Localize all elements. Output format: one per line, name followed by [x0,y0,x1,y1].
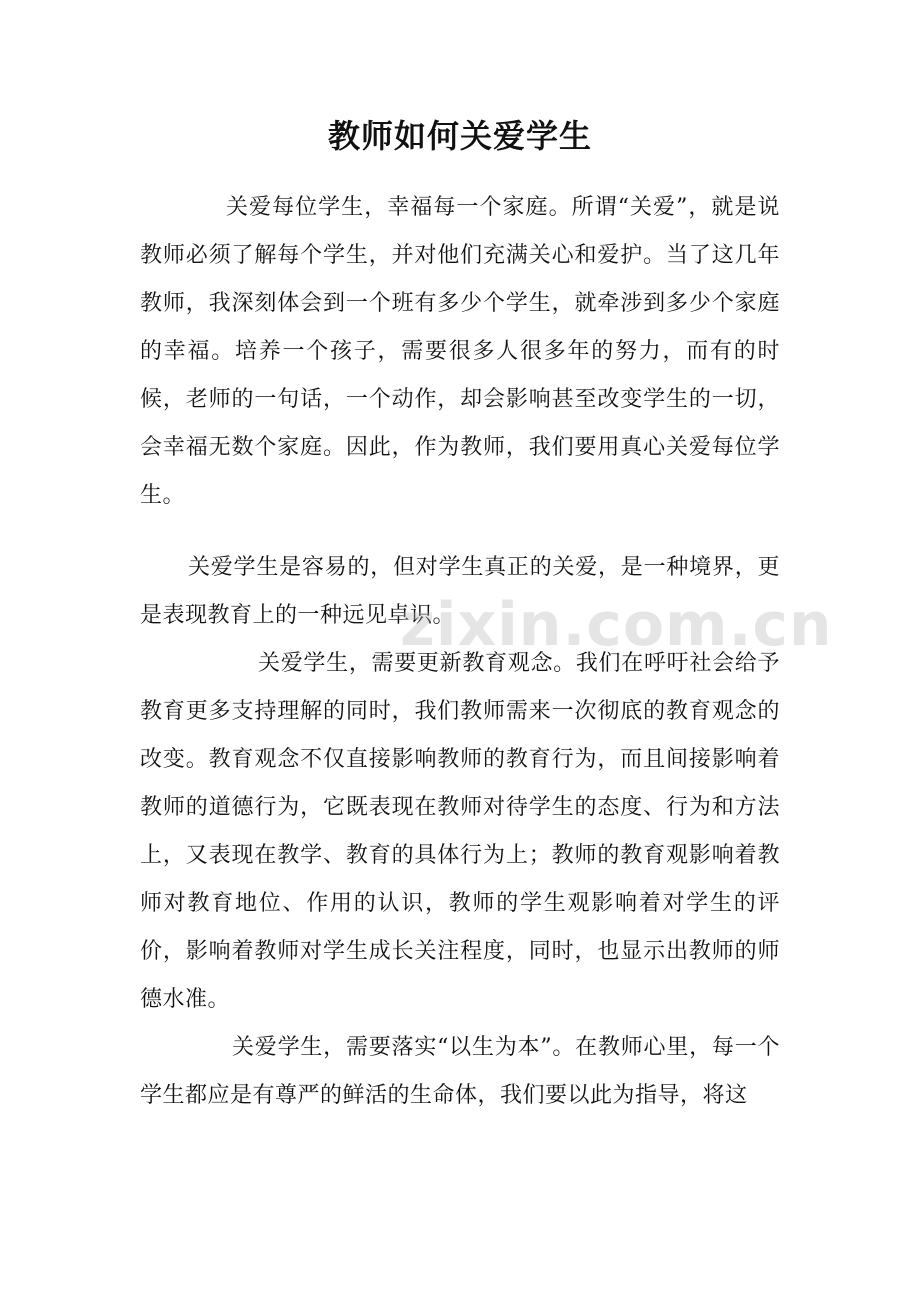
paragraph-4: 关爱学生，需要落实“以生为本”。在教师心里，每一个学生都应是有尊严的鲜活的生命体，我们要以此为指导，将这 [140,1035,780,1108]
paragraph-2: 关爱学生是容易的，但对学生真正的关爱，是一种境界，更是表现教育上的一种远见卓识。 [140,555,780,628]
watermark: zixin.com.cn [400,590,833,660]
document-title: 教师如何关爱学生 [327,117,592,155]
paragraph-3: 关爱学生，需要更新教育观念。我们在呼吁社会给予教育更多支持理解的同时，我们教师需来一次彻底的教育观念的改变。教育观念不仅直接影响教师的教育行为，而且间接影响着教师的道德行为，它既表现在教师对待学生的态度、行为和方法上，又表现在教学、教育的具体行为上；教师的教育观影响着教师对教育地位、作用的认识，教师的学生观影响着对学生的评价，影响着教师对学生成长关注程度，同时，也显示出教师的师德水准。 [140,651,780,1012]
paragraph-1: 关爱每位学生，幸福每一个家庭。所谓“关爱”，就是说教师必须了解每个学生，并对他们充满关心和爱护。当了这几年教师，我深刻体会到一个班有多少个学生，就牵涉到多少个家庭的幸福。培养一个孩子，需要很多人很多年的努力，而有的时候，老师的一句话，一个动作，却会影响甚至改变学生的一切，会幸福无数个家庭。因此，作为教师，我们要用真心关爱每位学生。 [140,195,780,508]
